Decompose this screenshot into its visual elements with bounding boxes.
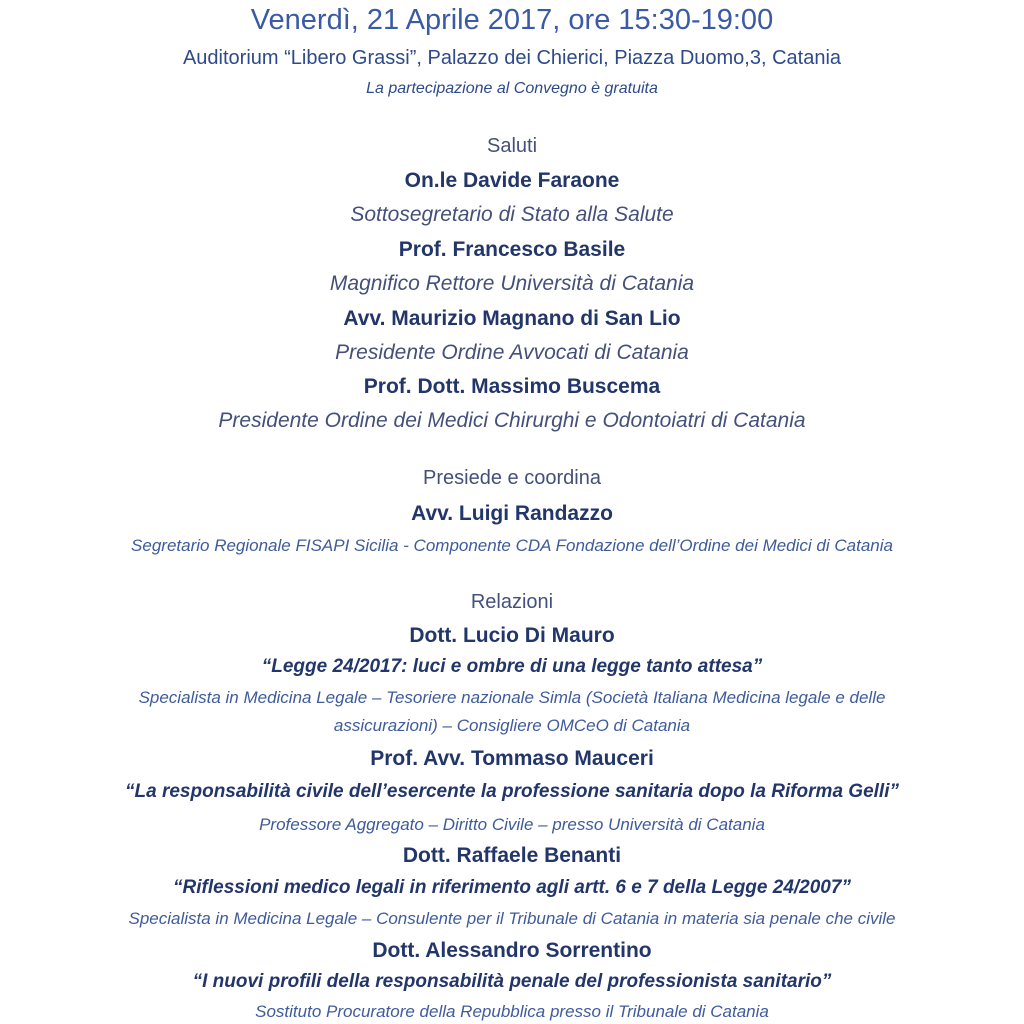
speaker-description: Professore Aggregato – Diritto Civile – presso Università di Catania	[259, 815, 765, 834]
speaker-description: Specialista in Medicina Legale – Tesoriere nazionale Simla (Società Italiana Medicina legale e delle	[138, 688, 886, 707]
speaker-description: Specialista in Medicina Legale – Consulente per il Tribunale di Catania in materia sia penale che civile	[128, 909, 896, 928]
speaker-role: Sottosegretario di Stato alla Salute	[350, 203, 674, 226]
speaker-name: Avv. Maurizio Magnano di San Lio	[343, 307, 681, 330]
speaker-name: Dott. Alessandro Sorrentino	[372, 939, 652, 962]
section-heading-saluti: Saluti	[486, 135, 538, 157]
speaker-role: Magnifico Rettore Università di Catania	[329, 272, 695, 295]
speaker-name: Prof. Dott. Massimo Buscema	[363, 375, 661, 398]
speaker-name: Dott. Raffaele Benanti	[402, 844, 622, 867]
talk-title: “Legge 24/2017: luci e ombre di una legge tanto attesa”	[261, 656, 763, 677]
chair-name: Avv. Luigi Randazzo	[411, 502, 613, 525]
talk-title: “I nuovi profili della responsabilità penale del professionista sanitario”	[192, 971, 832, 992]
speaker-name: On.le Davide Faraone	[404, 169, 620, 192]
talk-title: “Riflessioni medico legali in riferimento agli artt. 6 e 7 della Legge 24/2007”	[173, 877, 851, 898]
section-heading-relazioni: Relazioni	[470, 591, 554, 613]
speaker-name: Dott. Lucio Di Mauro	[409, 624, 615, 647]
speaker-description: Sostituto Procuratore della Repubblica presso il Tribunale di Catania	[255, 1002, 769, 1021]
chair-role: Segretario Regionale FISAPI Sicilia - Componente CDA Fondazione dell’Ordine dei Medici di Catania	[131, 536, 893, 555]
speaker-name: Prof. Avv. Tommaso Mauceri	[370, 747, 654, 770]
speaker-name: Prof. Francesco Basile	[398, 238, 626, 261]
event-date: Venerdì, 21 Aprile 2017, ore 15:30-19:00	[250, 4, 774, 36]
event-venue: Auditorium “Libero Grassi”, Palazzo dei Chierici, Piazza Duomo,3, Catania	[182, 47, 842, 69]
section-heading-presiede: Presiede e coordina	[423, 467, 601, 489]
speaker-role: Presidente Ordine dei Medici Chirurghi e Odontoiatri di Catania	[218, 409, 806, 432]
speaker-role: Presidente Ordine Avvocati di Catania	[335, 341, 689, 364]
talk-title: “La responsabilità civile dell’esercente la professione sanitaria dopo la Riforma Gelli”	[125, 781, 899, 802]
participation-note: La partecipazione al Convegno è gratuita	[366, 80, 658, 97]
speaker-description: assicurazioni) – Consigliere OMCeO di Catania	[333, 716, 691, 735]
